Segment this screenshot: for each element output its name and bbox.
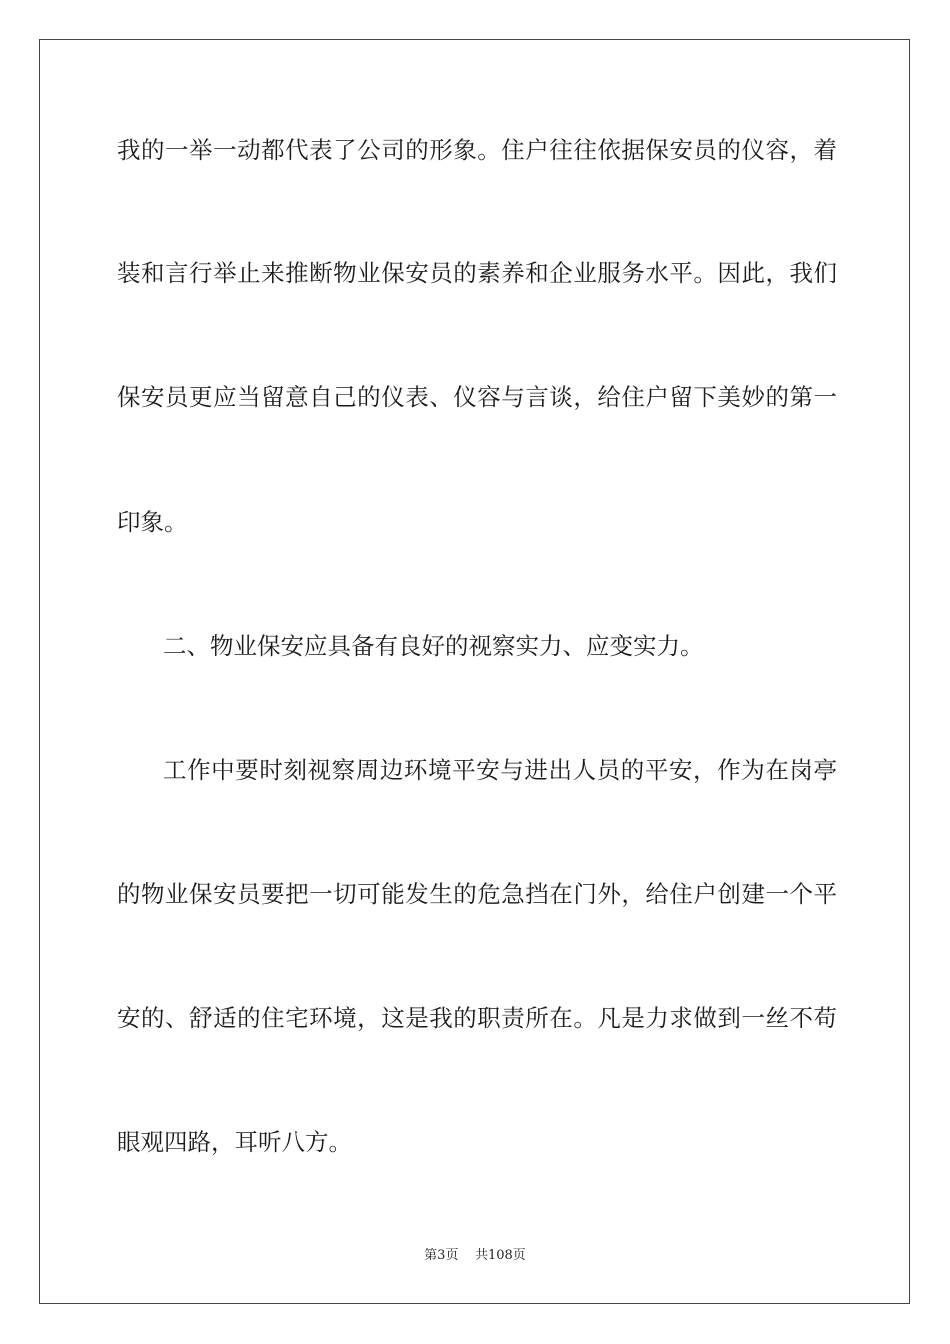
text-line: 安的、舒适的住宅环境，这是我的职责所在。凡是力求做到一丝不苟 [117, 1004, 837, 1032]
text-line: 我的一举一动都代表了公司的形象。住户往往依据保安员的仪容，着 [117, 136, 837, 164]
text-line: 的物业保安员要把一切可能发生的危急挡在门外，给住户创建一个平 [117, 880, 837, 908]
text-line: 工作中要时刻视察周边环境平安与进出人员的平安，作为在岗亭 [163, 756, 837, 784]
page-frame [39, 39, 910, 1304]
page-total: 共108页 [474, 1248, 526, 1263]
text-line: 眼观四路，耳听八方。 [117, 1128, 352, 1156]
text-line: 印象。 [117, 508, 188, 536]
text-line: 装和言行举止来推断物业保安员的素养和企业服务水平。因此，我们 [117, 259, 837, 287]
page-footer [0, 1244, 950, 1263]
text-line: 保安员更应当留意自己的仪表、仪容与言谈，给住户留下美妙的第一 [117, 383, 837, 411]
section-heading: 二、物业保安应具备有良好的视察实力、应变实力。 [163, 632, 704, 660]
page-number: 第3页 [424, 1248, 459, 1263]
